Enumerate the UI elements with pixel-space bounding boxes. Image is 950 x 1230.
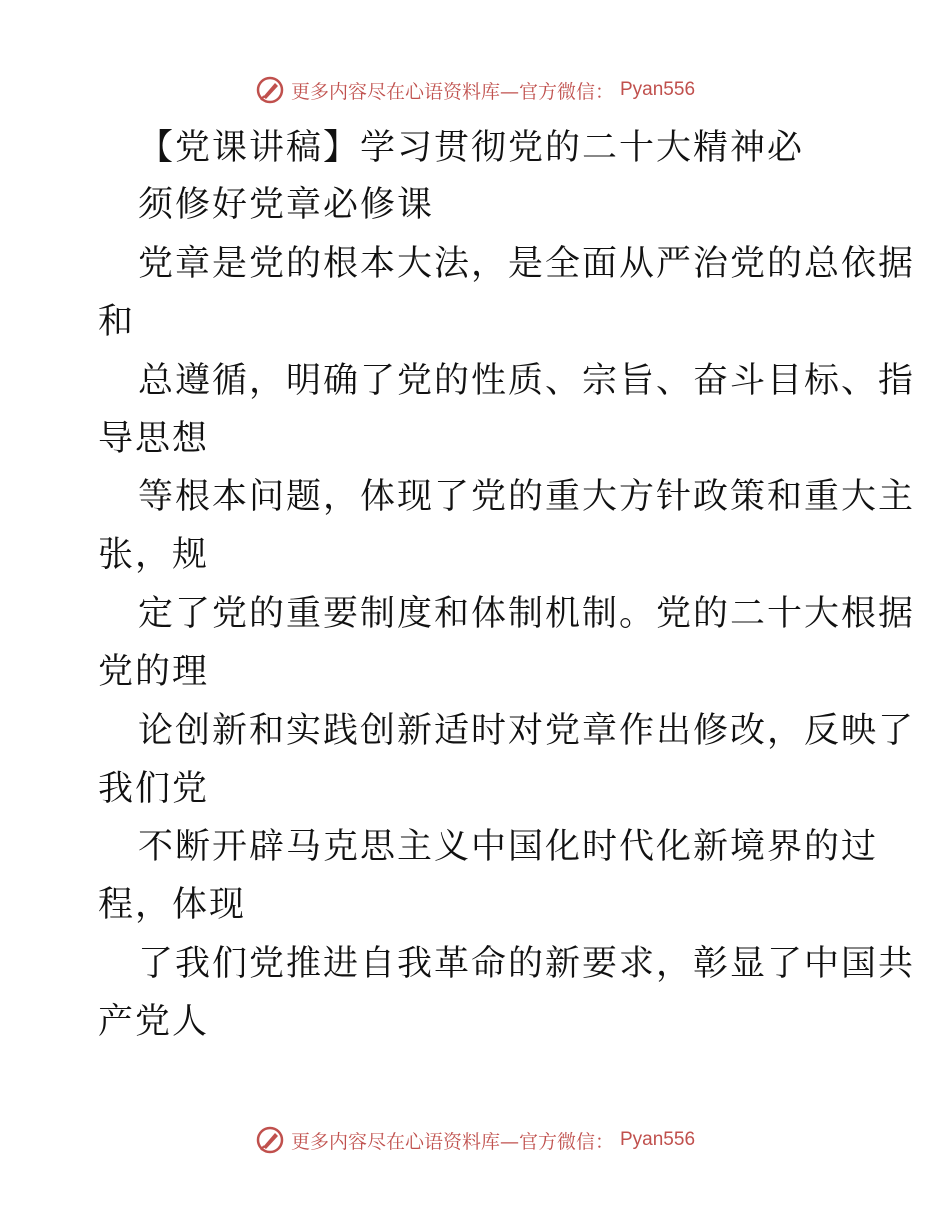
text-line: 定了党的重要制度和体制机制。党的二十大根据 bbox=[138, 594, 916, 634]
text-line: 导思想 bbox=[98, 419, 210, 459]
footer-banner bbox=[0, 1120, 950, 1160]
text-line: 不断开辟马克思主义中国化时代化新境界的过 bbox=[138, 827, 879, 867]
text-line: 和 bbox=[98, 302, 136, 342]
text-line: 等根本问题，体现了党的重大方针政策和重大主 bbox=[138, 477, 916, 517]
text-line: 总遵循，明确了党的性质、宗旨、奋斗目标、指 bbox=[138, 361, 916, 401]
text-line: 我们党 bbox=[98, 769, 210, 809]
banner-wechat-id: Pyan556 bbox=[620, 1129, 696, 1150]
quill-seal-icon bbox=[255, 75, 285, 105]
text-line: 张，规 bbox=[98, 535, 210, 575]
text-line: 党章是党的根本大法，是全面从严治党的总依据 bbox=[138, 244, 916, 284]
header-banner bbox=[0, 70, 950, 110]
banner-text: 更多内容尽在心语资料库—官方微信： bbox=[290, 80, 614, 103]
document-title: 【党课讲稿】学习贯彻党的二十大精神必 bbox=[138, 128, 805, 168]
text-line: 程，体现 bbox=[98, 885, 247, 925]
banner-wechat-id: Pyan556 bbox=[620, 79, 696, 100]
banner-text: 更多内容尽在心语资料库—官方微信： bbox=[290, 1130, 614, 1153]
text-line: 论创新和实践创新适时对党章作出修改，反映了 bbox=[138, 711, 916, 751]
text-line: 党的理 bbox=[98, 652, 210, 692]
text-line: 产党人 bbox=[98, 1002, 210, 1042]
text-line: 了我们党推进自我革命的新要求，彰显了中国共 bbox=[138, 944, 916, 984]
text-line: 须修好党章必修课 bbox=[138, 185, 435, 225]
quill-seal-icon bbox=[255, 1125, 285, 1155]
